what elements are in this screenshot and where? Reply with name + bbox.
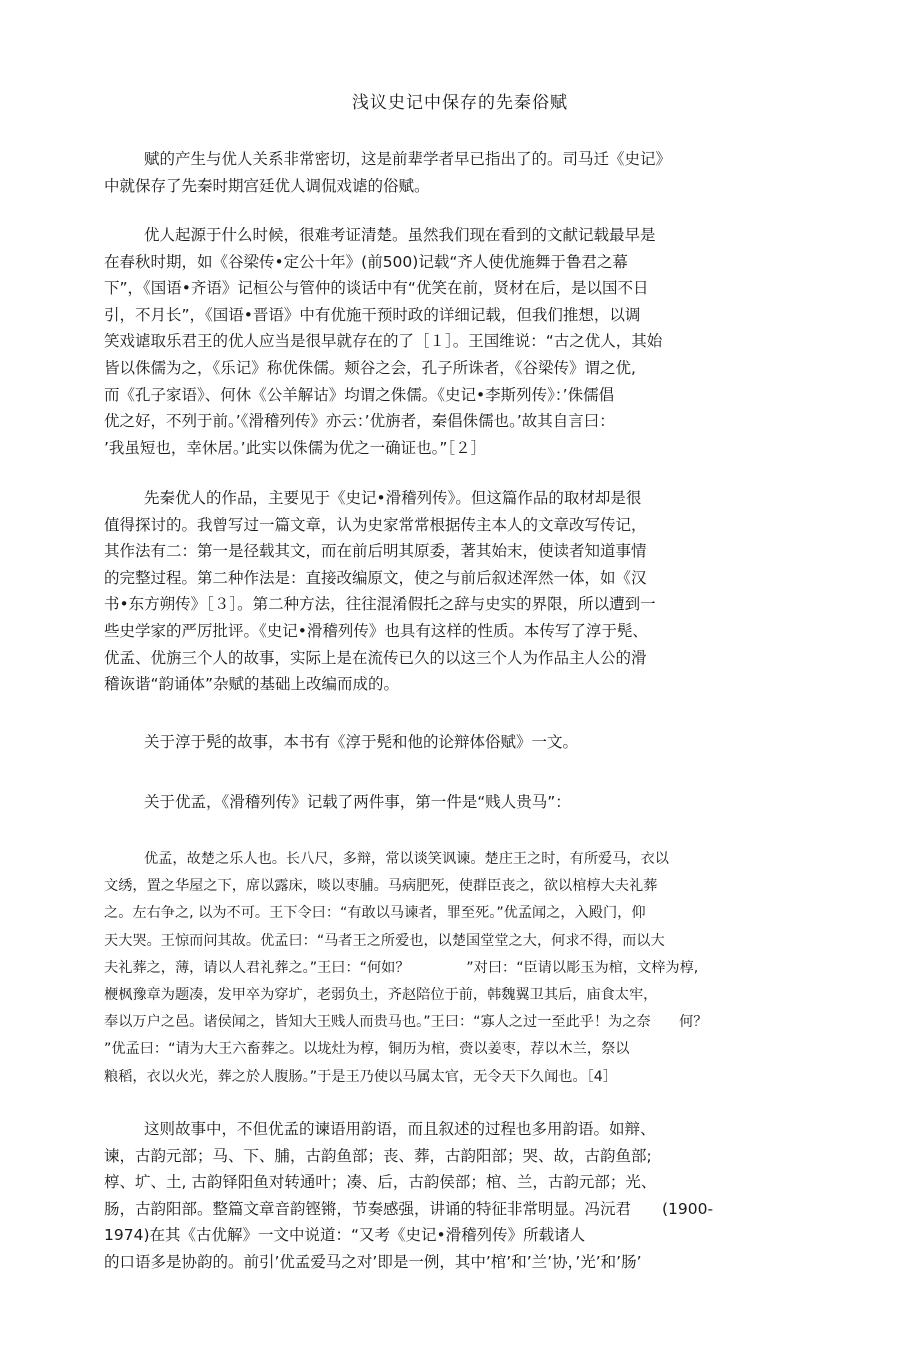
text-line: 些史学家的严厉批评。《史记•滑稽列传》也具有这样的性质。本传写了淳于髡、 xyxy=(104,621,648,640)
quote-line: 优孟，故楚之乐人也。长八尺，多辩，常以谈笑讽谏。楚庄王之时，有所爱马，衣以 xyxy=(144,851,669,867)
text-line: 书•东方朔传》［３］。第二种方法，往往混淆假托之辞与史实的界限，所以遭到一 xyxy=(104,595,656,614)
paragraph-4 xyxy=(104,729,784,756)
text-line: 引，不月长”，《国语•晋语》中有优施干预时政的详细记载，但我们推想，以调 xyxy=(104,305,641,324)
quote-line: 夫礼葬之，薄，请以人君礼葬之。”王曰：“何如？ ”对曰：“臣请以彫玉为棺，文梓为椁, xyxy=(104,959,699,976)
quote-line: 粮稻，衣以火光，葬之於人腹肠。”于是王乃使以马属太官，无令天下久闻也。［4］ xyxy=(104,1068,617,1085)
text-line: 的完整过程。第二种作法是：直接改编原文，使之与前后叙述浑然一体，如《汉 xyxy=(104,568,647,587)
text-line: 的口语多是协韵的。前引’优孟爱马之对’即是一例，其中’棺’和’兰’协，’光’和’肠’ xyxy=(104,1252,642,1271)
text-line: 在春秋时期，如《谷梁传•定公十年》(前500)记载“齐人使优施舞于鲁君之幕 xyxy=(104,252,628,271)
text-line: 笑戏谑取乐君王的优人应当是很早就存在的了［１］。王国维说：“古之优人，其始 xyxy=(104,332,663,351)
text-line: 关于优孟，《滑稽列传》记载了两件事，第一件是“贱人贵马”： xyxy=(144,793,571,811)
quote-line: 楩枫豫章为题凑，发甲卒为穿圹，老弱负土，齐赵陪位于前，韩魏翼卫其后，庙食太牢， xyxy=(104,986,658,1003)
text-line: 优人起源于什么时候，很难考证清楚。虽然我们现在看到的文献记载最早是 xyxy=(144,226,656,244)
text-line: 其作法有二：第一是径载其文，而在前后明其原委，著其始末，使读者知道事情 xyxy=(104,542,647,561)
text-line: 优孟、优旃三个人的故事，实际上是在流传已久的以这三个人为作品主人公的滑 xyxy=(104,648,647,667)
text-line: 肠，古韵阳部。整篇文章音韵铿锵，节奏感强，讲诵的特征非常明显。冯沅君 (1900- xyxy=(104,1199,714,1218)
text-line: 关于淳于髡的故事，本书有《淳于髡和他的论辩体俗赋》一文。 xyxy=(144,733,579,751)
quoted-passage xyxy=(104,846,784,1091)
page-title: 浅议史记中保存的先秦俗赋 xyxy=(352,93,568,113)
paragraph-3 xyxy=(104,485,784,698)
text-line: 1974)在其《古优解》一文中说道：“又考《史记•滑稽列传》所载诸人 xyxy=(104,1226,586,1245)
quote-line: 文绣，置之华屋之下，席以露床，啖以枣脯。马病肥死，使群臣丧之，欲以棺椁大夫礼葬 xyxy=(104,878,658,895)
quote-line: 之。左右争之, 以为不可。王下令曰：“有敢以马谏者，罪至死。”优孟闻之，入殿门，仰 xyxy=(104,905,646,922)
paragraph-6 xyxy=(104,1116,784,1276)
text-line: 优之好，不列于前。’《滑稽列传》亦云：’优旃者，秦倡侏儒也。’故其自言曰： xyxy=(104,412,615,431)
text-line: 这则故事中，不但优孟的谏语用韵语，而且叙述的过程也多用韵语。如辩、 xyxy=(144,1120,656,1138)
text-line: 下”，《国语•齐语》记桓公与管仲的谈话中有“优笑在前，贤材在后，是以国不日 xyxy=(104,279,649,298)
quote-line: 奉以万户之邑。诸侯闻之，皆知大王贱人而贵马也。”王曰：“寡人之过一至此乎！为之奈 何？ xyxy=(104,1014,708,1031)
text-line: 值得探讨的。我曾写过一篇文章，认为史家常常根据传主本人的文章改写传记， xyxy=(104,515,647,534)
text-line: 赋的产生与优人关系非常密切，这是前辈学者早已指出了的。司马迁《史记》 xyxy=(144,150,672,168)
text-line: 谏，古韵元部；马、下、脯，古韵鱼部；丧、葬，古韵阳部；哭、故，古韵鱼部; xyxy=(104,1146,652,1165)
text-line: 而《孔子家语》、何休《公羊解诂》均谓之侏儒。《史记•李斯列传》：’侏儒倡 xyxy=(104,385,615,404)
text-line: 中就保存了先秦时期宫廷优人调侃戏谑的俗赋。 xyxy=(104,176,430,195)
text-line: 稽诙谐“韵诵体”杂赋的基础上改编而成的。 xyxy=(104,675,400,694)
quote-line: 天大哭。王惊而问其故。优孟曰：“马者王之所爱也，以楚国堂堂之大，何求不得，而以大 xyxy=(104,932,665,949)
quote-line: ”优孟曰：“请为大王六畜葬之。以垅灶为椁，铜历为棺，赍以姜枣，荐以木兰，祭以 xyxy=(104,1041,630,1058)
text-line: 椁、圹、土, 古韵铎阳鱼对转通叶；凑、后，古韵侯部；棺、兰，古韵元部；光、 xyxy=(104,1173,657,1192)
text-line: 先秦优人的作品，主要见于《史记•滑稽列传》。但这篇作品的取材却是很 xyxy=(144,489,642,507)
text-line: 皆以侏儒为之，《乐记》称优侏儒。颊谷之会，孔子所诛者，《谷梁传》谓之优, xyxy=(104,358,636,377)
paragraph-1 xyxy=(104,146,784,199)
paragraph-2 xyxy=(104,222,784,461)
paragraph-5 xyxy=(104,789,784,816)
text-line: ’我虽短也，幸休居。’此实以侏儒为优之一确证也。”［２］ xyxy=(104,438,487,457)
